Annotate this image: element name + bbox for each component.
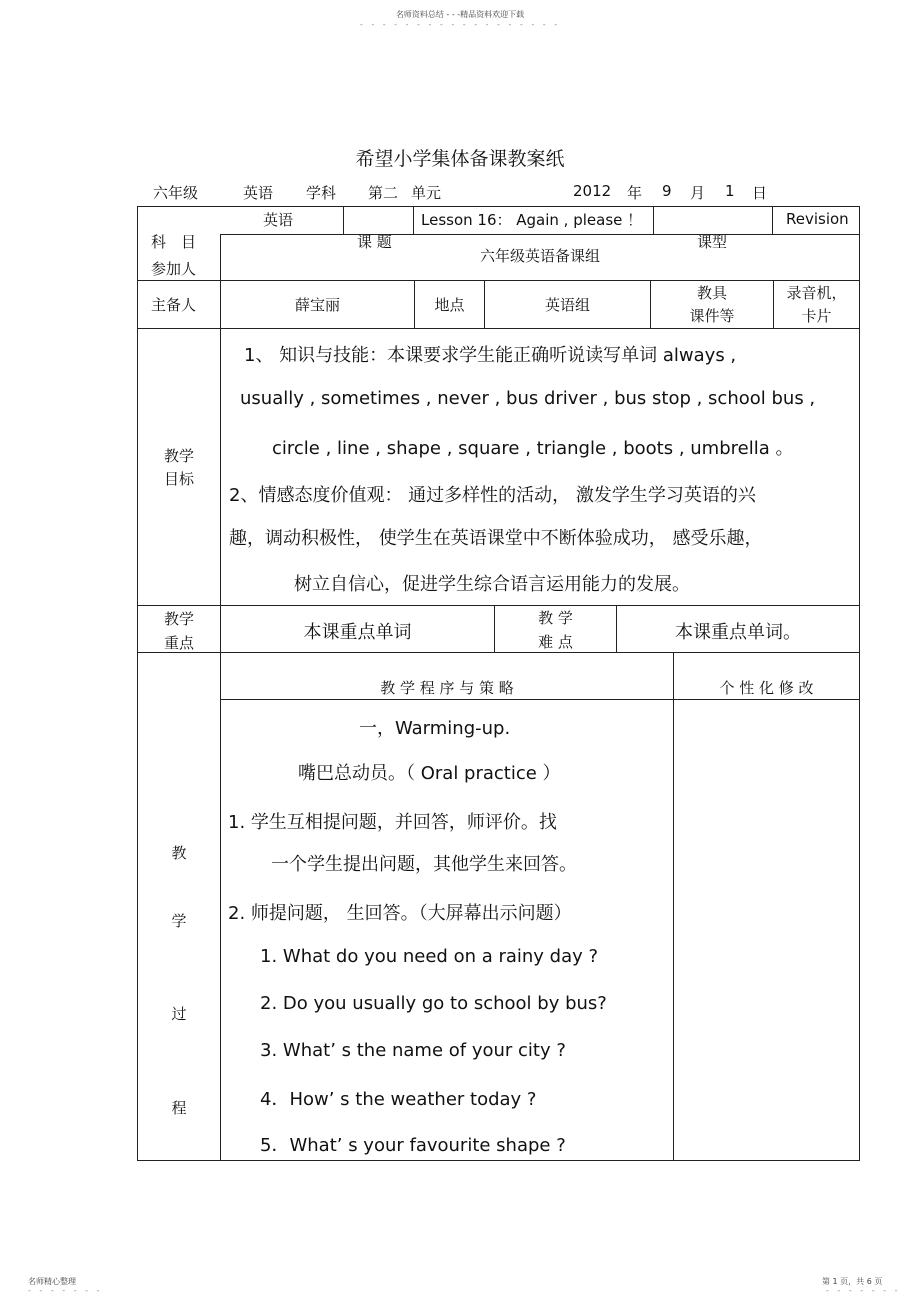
table-rule: [137, 328, 860, 329]
table-rule: [673, 652, 674, 1161]
footer-left: 名师精心整理: [28, 1277, 76, 1286]
process-line: 5．What’ s your favourite shape ?: [260, 1135, 566, 1156]
lead-label: 主备人: [151, 296, 197, 314]
goals-label: 教学: [163, 447, 194, 465]
table-rule: [137, 652, 860, 653]
page-title: 希望小学集体备课教案纸: [355, 148, 565, 170]
subject-label: 科 目: [151, 233, 197, 251]
table-rule: [220, 234, 860, 235]
page-header: 名师资料总结 - - -精品资料欢迎下载: [395, 10, 525, 19]
day: 1: [725, 182, 735, 200]
type-value: Revision: [786, 210, 849, 228]
unit-number: 第二: [368, 184, 399, 202]
table-rule: [137, 605, 860, 606]
participants-value: 六年级英语备课组: [479, 247, 600, 265]
participants-label: 参加人: [151, 260, 197, 278]
process-line: 3. What’ s the name of your city ?: [260, 1040, 566, 1061]
month-label: 月: [690, 184, 706, 202]
grade: 六年级: [153, 184, 199, 202]
month: 9: [662, 182, 672, 200]
key-points-value: 本课重点单词: [303, 622, 412, 643]
goals-line: 趣，调动积极性， 使学生在英语课堂中不断体验成功， 感受乐趣，: [229, 528, 763, 549]
lesson-label: 课 题: [357, 233, 392, 251]
difficulty-label: 教 学: [538, 609, 573, 627]
subject-name: 英语: [243, 184, 274, 202]
footer-right-dots: - - - - - - -: [826, 1286, 901, 1295]
procedure-header: 教 学 程 序 与 策 略: [380, 679, 514, 697]
day-label: 日: [752, 184, 768, 202]
lesson-value: Lesson 16： Again , please ！: [421, 211, 643, 229]
subject-label: 学科: [306, 184, 337, 202]
place-label: 地点: [434, 296, 465, 314]
footer-left-dots: - - - - - - -: [28, 1286, 103, 1295]
process-label-char: 教: [171, 844, 187, 862]
unit-label: 单元: [411, 184, 442, 202]
goals-line: usually , sometimes , never , bus driver , bus stop , school bus ,: [240, 388, 816, 409]
year-label: 年: [627, 184, 643, 202]
table-rule: [653, 206, 654, 234]
key-points-label: 教学: [163, 610, 194, 628]
page-number: 第 1 页，共 6 页: [822, 1277, 883, 1286]
process-line: 2. 师提问题， 生回答。（大屏幕出示问题）: [228, 903, 572, 924]
difficulty-value: 本课重点单词。: [675, 622, 801, 643]
process-label-char: 学: [171, 912, 187, 930]
goals-line: circle , line , shape , square , triangle , boots , umbrella 。: [272, 438, 794, 459]
key-points-label-2: 重点: [163, 634, 194, 652]
table-rule: [413, 206, 414, 234]
table-rule: [137, 280, 860, 281]
aids-label-2: 课件等: [689, 307, 735, 325]
process-line: 4．How’ s the weather today ?: [260, 1089, 537, 1110]
difficulty-label-2: 难 点: [538, 633, 573, 651]
process-line: 1. What do you need on a rainy day ?: [260, 946, 599, 967]
process-label-char: 程: [171, 1099, 187, 1117]
process-line: 嘴巴总动员。（ Oral practice ）: [298, 763, 561, 784]
table-rule: [343, 206, 344, 234]
lead-value: 薛宝丽: [294, 296, 340, 314]
modify-header: 个 性 化 修 改: [719, 679, 814, 697]
goals-line: 2、情感态度价值观： 通过多样性的活动， 激发学生学习英语的兴: [229, 485, 756, 506]
subject-value: 英语: [263, 211, 294, 229]
process-line: 一，Warming-up.: [359, 718, 511, 739]
aids-label: 教具: [696, 284, 727, 302]
process-label-char: 过: [171, 1005, 187, 1023]
table-rule: [220, 699, 860, 700]
goals-line: 树立自信心，促进学生综合语言运用能力的发展。: [294, 574, 690, 595]
table-rule: [137, 206, 860, 207]
year: 2012: [573, 182, 612, 200]
table-rule: [137, 1160, 860, 1161]
goals-line: 1、 知识与技能：本课要求学生能正确听说读写单词 always ,: [244, 345, 737, 366]
aids-value-2: 卡片: [801, 307, 832, 325]
type-label: 课型: [697, 233, 728, 251]
place-value: 英语组: [544, 296, 590, 314]
table-rule: [859, 206, 860, 1161]
page-header-dots: - - - - - - - - - - - - - - - - - -: [359, 20, 561, 29]
process-line: 2. Do you usually go to school by bus?: [260, 993, 607, 1014]
table-rule: [772, 206, 773, 234]
goals-label-2: 目标: [163, 470, 194, 488]
process-line: 一个学生提出问题，其他学生来回答。: [271, 854, 577, 875]
aids-value: 录音机，: [786, 284, 847, 302]
process-line: 1. 学生互相提问题，并回答，师评价。找: [228, 812, 557, 833]
